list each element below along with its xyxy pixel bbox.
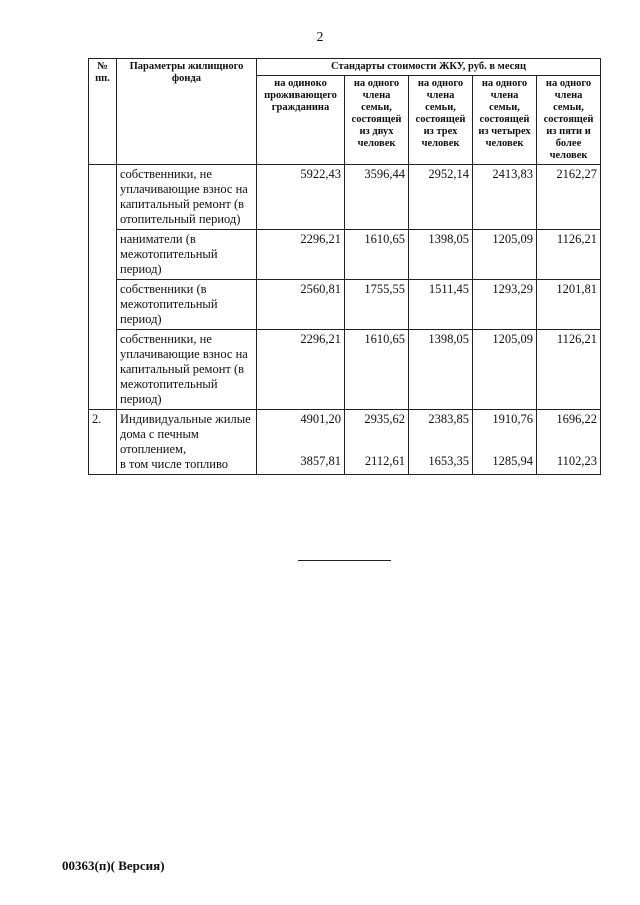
row-value: 1398,05 bbox=[409, 230, 473, 280]
header-col-three: на одного члена семьи, состоящей из трех человек bbox=[409, 76, 473, 165]
row-value: 2413,83 bbox=[473, 165, 537, 230]
row-label: наниматели (в межотопительный период) bbox=[117, 230, 257, 280]
row-value: 1610,65 bbox=[345, 330, 409, 410]
row-value: 2296,21 bbox=[257, 330, 345, 410]
row-label-main: Индивидуальные жилые дома с печным отоплением, bbox=[120, 412, 251, 456]
page-number: 2 bbox=[316, 30, 324, 45]
row-label: собственники, не уплачивающие взнос на капитальный ремонт (в межотопительный период) bbox=[117, 330, 257, 410]
table-row bbox=[89, 280, 601, 330]
row-value: 1610,65 bbox=[345, 230, 409, 280]
header-num: № пп. bbox=[89, 59, 117, 165]
header-col-four: на одного члена семьи, состоящей из четырех человек bbox=[473, 76, 537, 165]
row-value-fuel: 2112,61 bbox=[364, 454, 405, 468]
table-row-section-2 bbox=[89, 410, 601, 475]
table-row bbox=[89, 330, 601, 410]
row-value-fuel: 1653,35 bbox=[428, 454, 469, 468]
row-num: 2. bbox=[89, 410, 117, 475]
row-value: 1126,21 bbox=[537, 330, 601, 410]
header-col-two: на одного члена семьи, состоящей из двух человек bbox=[345, 76, 409, 165]
row-value: 1126,21 bbox=[537, 230, 601, 280]
row-value: 1398,05 bbox=[409, 330, 473, 410]
row-value: 1201,81 bbox=[537, 280, 601, 330]
row-value-cell bbox=[409, 410, 473, 475]
row-value: 1293,29 bbox=[473, 280, 537, 330]
row-value-fuel: 1285,94 bbox=[492, 454, 533, 468]
row-value: 1511,45 bbox=[409, 280, 473, 330]
row-value: 2296,21 bbox=[257, 230, 345, 280]
table-row bbox=[89, 165, 601, 230]
row-value: 1696,22 bbox=[556, 412, 598, 426]
closing-rule bbox=[298, 560, 391, 561]
header-col-five-plus: на одного члена семьи, состоящей из пяти и более человек bbox=[537, 76, 601, 165]
row-value: 1755,55 bbox=[345, 280, 409, 330]
row-value-fuel: 1102,23 bbox=[556, 454, 598, 468]
row-value: 1910,76 bbox=[492, 412, 533, 426]
row-label: собственники, не уплачивающие взнос на капитальный ремонт (в отопительный период) bbox=[117, 165, 257, 230]
table-row bbox=[89, 230, 601, 280]
row-value: 2162,27 bbox=[537, 165, 601, 230]
row-value: 1205,09 bbox=[473, 230, 537, 280]
row-label: собственники (в межотопительный период) bbox=[117, 280, 257, 330]
row-value: 2560,81 bbox=[257, 280, 345, 330]
row-value-fuel: 3857,81 bbox=[300, 454, 341, 468]
row-value: 5922,43 bbox=[257, 165, 345, 230]
row-value-cell bbox=[345, 410, 409, 475]
row-value-cell bbox=[537, 410, 601, 475]
row-num-empty bbox=[89, 165, 117, 410]
row-value: 2383,85 bbox=[428, 412, 469, 426]
housing-cost-standards-table bbox=[88, 58, 601, 475]
row-value-cell bbox=[257, 410, 345, 475]
document-footer-code: 00363(п)( Версия) bbox=[62, 858, 165, 873]
row-value: 2952,14 bbox=[409, 165, 473, 230]
row-value: 1205,09 bbox=[473, 330, 537, 410]
row-value-cell bbox=[473, 410, 537, 475]
row-label bbox=[117, 410, 257, 475]
header-params: Параметры жилищного фонда bbox=[117, 59, 257, 165]
header-col-single: на одиноко проживающего гражданина bbox=[257, 76, 345, 165]
row-label-sub: в том числе топливо bbox=[120, 457, 229, 471]
row-value: 4901,20 bbox=[300, 412, 341, 426]
row-value: 3596,44 bbox=[345, 165, 409, 230]
header-group: Стандарты стоимости ЖКУ, руб. в месяц bbox=[257, 59, 601, 76]
row-value: 2935,62 bbox=[364, 412, 405, 426]
